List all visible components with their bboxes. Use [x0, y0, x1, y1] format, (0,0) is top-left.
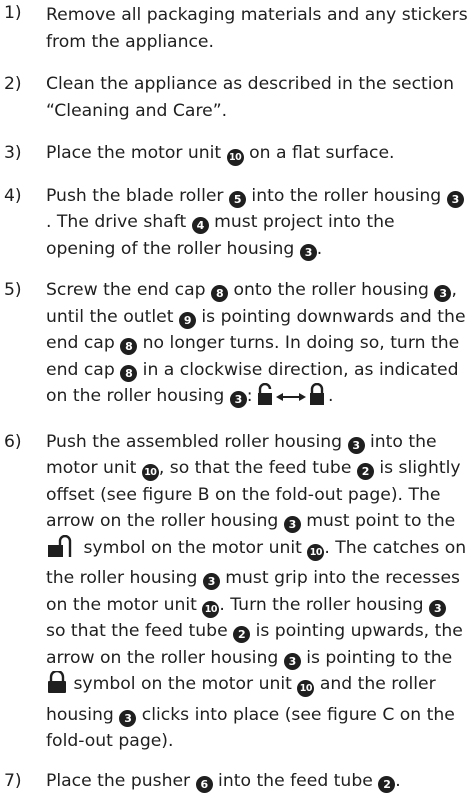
part-number-badge: 3: [119, 710, 136, 727]
step-text: , until the outlet: [46, 280, 457, 327]
step-text: must grip into the recesses on the motor unit: [46, 568, 460, 615]
step-number: 5): [4, 280, 22, 300]
step-text: into the motor unit: [46, 431, 437, 478]
part-number-badge: 2: [357, 463, 374, 480]
step-number: 3): [4, 143, 22, 163]
step-text: is slightly offset (see figure B on the fold-out page). The arrow on the roller housing: [46, 458, 461, 531]
step-text: . The catches on the roller housing: [46, 537, 467, 588]
part-number-badge: 8: [120, 338, 137, 355]
step-text: into the feed tube: [212, 770, 379, 791]
step-text: onto the roller housing: [228, 280, 435, 300]
part-number-badge: 3: [447, 191, 464, 208]
part-number-badge: 3: [203, 573, 220, 590]
step-text: .: [327, 386, 334, 406]
part-number-badge: 3: [284, 516, 301, 533]
part-number-badge: 10: [142, 464, 159, 481]
part-number-badge: 10: [297, 680, 314, 697]
step-number: 6): [4, 431, 22, 452]
step-text: and the roller housing: [46, 674, 436, 725]
unlocked-padlock-icon: [46, 535, 78, 566]
part-number-badge: 3: [348, 437, 365, 454]
part-number-badge: 3: [434, 285, 451, 302]
step-text: into the roller housing: [245, 185, 447, 206]
step-text: so that the feed tube: [46, 621, 234, 641]
part-number-badge: 8: [211, 285, 228, 302]
part-number-badge: 9: [179, 312, 196, 329]
part-number-badge: 2: [233, 626, 250, 643]
step-text: is pointing to the: [300, 647, 453, 668]
part-number-badge: 10: [307, 544, 324, 561]
part-number-badge: 6: [196, 776, 213, 793]
unlock-to-lock-arrow-icon: [258, 383, 328, 414]
step-text: Push the assembled roller housing: [46, 431, 348, 452]
part-number-badge: 8: [120, 365, 137, 382]
part-number-badge: 2: [378, 776, 395, 793]
part-number-badge: 10: [227, 149, 244, 166]
part-number-badge: 3: [230, 391, 247, 408]
step-text: .: [316, 238, 323, 259]
step-2: [0, 71, 476, 124]
step-number: 4): [4, 185, 22, 206]
step-text: Place the pusher: [46, 770, 196, 791]
step-text: :: [246, 386, 258, 406]
locked-padlock-icon: [46, 671, 68, 702]
step-text: is pointing downwards and the end cap: [46, 306, 466, 353]
step-text: on a flat surface.: [243, 143, 395, 163]
part-number-badge: 5: [229, 191, 246, 208]
step-1: [0, 0, 476, 55]
step-text: . The drive shaft: [46, 212, 192, 232]
step-4: [0, 183, 476, 263]
step-text: Place the motor unit: [46, 143, 227, 163]
step-text: must project into the opening of the roller housing: [46, 212, 395, 259]
step-text: must point to the: [300, 511, 456, 531]
step-text: Screw the end cap: [46, 280, 212, 300]
step-number: 2): [4, 74, 22, 94]
part-number-badge: 3: [300, 244, 317, 261]
part-number-badge: 10: [202, 601, 219, 618]
step-text: Push the blade roller: [46, 185, 229, 206]
step-number: 7): [4, 770, 22, 791]
step-text: Remove all packaging materials and any stickers from the appliance.: [46, 5, 468, 52]
step-text: Clean the appliance as described in the section “Cleaning and Care”.: [46, 74, 454, 121]
step-6: [0, 429, 476, 755]
step-number: 1): [4, 3, 22, 23]
step-text: in a clockwise direction, as indicated on the roller housing: [46, 359, 459, 406]
part-number-badge: 3: [284, 653, 301, 670]
step-text: no longer turns. In doing so, turn the end cap: [46, 333, 460, 380]
step-text: . Turn the roller housing: [219, 594, 430, 615]
step-text: is pointing upwards, the arrow on the roller housing: [46, 621, 463, 668]
step-text: clicks into place (see figure C on the fold-out page).: [46, 704, 455, 751]
part-number-badge: 3: [429, 600, 446, 617]
step-3: [0, 140, 476, 167]
step-text: .: [395, 770, 401, 791]
step-text: , so that the feed tube: [158, 458, 357, 478]
step-text: symbol on the motor unit: [78, 537, 308, 558]
part-number-badge: 4: [192, 217, 209, 234]
step-5: [0, 277, 476, 414]
step-7: [0, 768, 476, 795]
step-text: symbol on the motor unit: [68, 674, 298, 694]
